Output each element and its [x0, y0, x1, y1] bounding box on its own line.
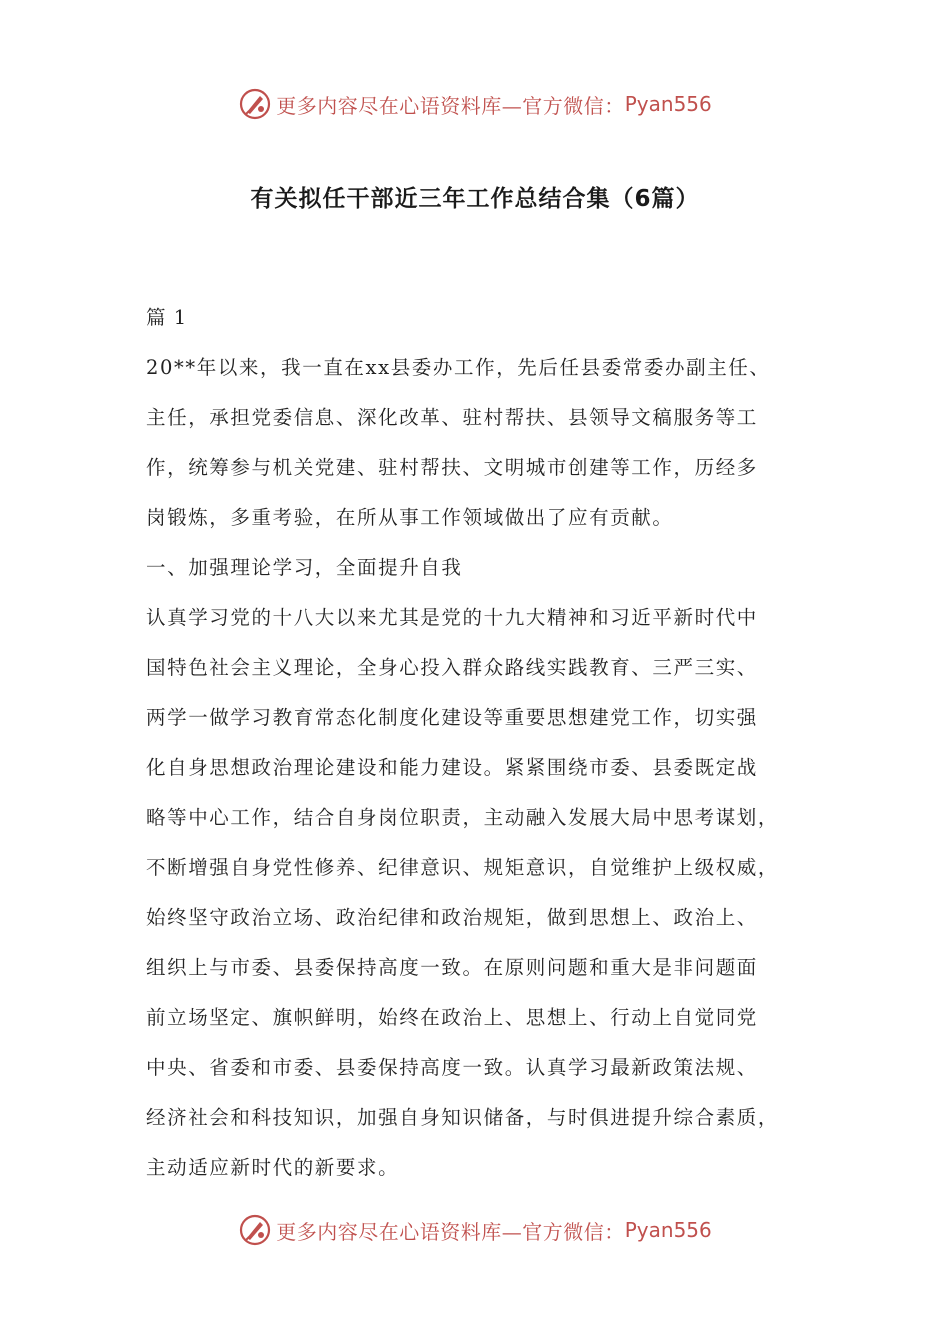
paragraph-line: 岗锻炼，多重考验，在所从事工作领域做出了应有贡献。 [146, 506, 674, 529]
paragraph-line: 作，统筹参与机关党建、驻村帮扶、文明城市创建等工作，历经多 [146, 456, 758, 479]
paragraph-line: 主任，承担党委信息、深化改革、驻村帮扶、县领导文稿服务等工 [146, 406, 758, 429]
header-banner-text: 更多内容尽在心语资料库—官方微信： [276, 93, 625, 118]
paragraph-line: 国特色社会主义理论，全身心投入群众路线实践教育、三严三实、 [146, 656, 758, 679]
paragraph-line: 主动适应新时代的新要求。 [146, 1156, 400, 1179]
paragraph-line: 前立场坚定、旗帜鲜明，始终在政治上、思想上、行动上自觉同党 [146, 1006, 758, 1029]
header-banner [0, 84, 950, 124]
footer-banner [0, 1210, 950, 1250]
paragraph-line: 认真学习党的十八大以来尤其是党的十九大精神和习近平新时代中 [146, 606, 758, 629]
paragraph-line: 中央、省委和市委、县委保持高度一致。认真学习最新政策法规、 [146, 1056, 758, 1079]
footer-banner-text: 更多内容尽在心语资料库—官方微信： [276, 1219, 625, 1244]
paragraph-line: 两学一做学习教育常态化制度化建设等重要思想建党工作，切实强 [146, 706, 758, 729]
quill-seal-icon [238, 1213, 272, 1247]
paragraph-line: 经济社会和科技知识，加强自身知识储备，与时俱进提升综合素质， [146, 1106, 780, 1129]
paragraph-line: 不断增强自身党性修养、纪律意识、规矩意识，自觉维护上级权威， [146, 856, 780, 879]
chapter-label: 篇 1 [146, 306, 188, 329]
paragraph-line: 始终坚守政治立场、政治纪律和政治规矩，做到思想上、政治上、 [146, 906, 758, 929]
section-heading: 一、加强理论学习，全面提升自我 [146, 556, 463, 579]
quill-seal-icon [238, 87, 272, 121]
paragraph-line: 化自身思想政治理论建设和能力建设。紧紧围绕市委、县委既定战 [146, 756, 758, 779]
document-body [146, 293, 816, 1193]
paragraph-line: 20**年以来，我一直在xx县委办工作，先后任县委常委办副主任、 [146, 356, 771, 379]
footer-banner-contact: Pyan556 [624, 1218, 712, 1242]
paragraph-line: 略等中心工作，结合自身岗位职责，主动融入发展大局中思考谋划， [146, 806, 780, 829]
document-title: 有关拟任干部近三年工作总结合集（6篇） [250, 186, 700, 212]
header-banner-contact: Pyan556 [624, 92, 712, 116]
paragraph-line: 组织上与市委、县委保持高度一致。在原则问题和重大是非问题面 [146, 956, 758, 979]
